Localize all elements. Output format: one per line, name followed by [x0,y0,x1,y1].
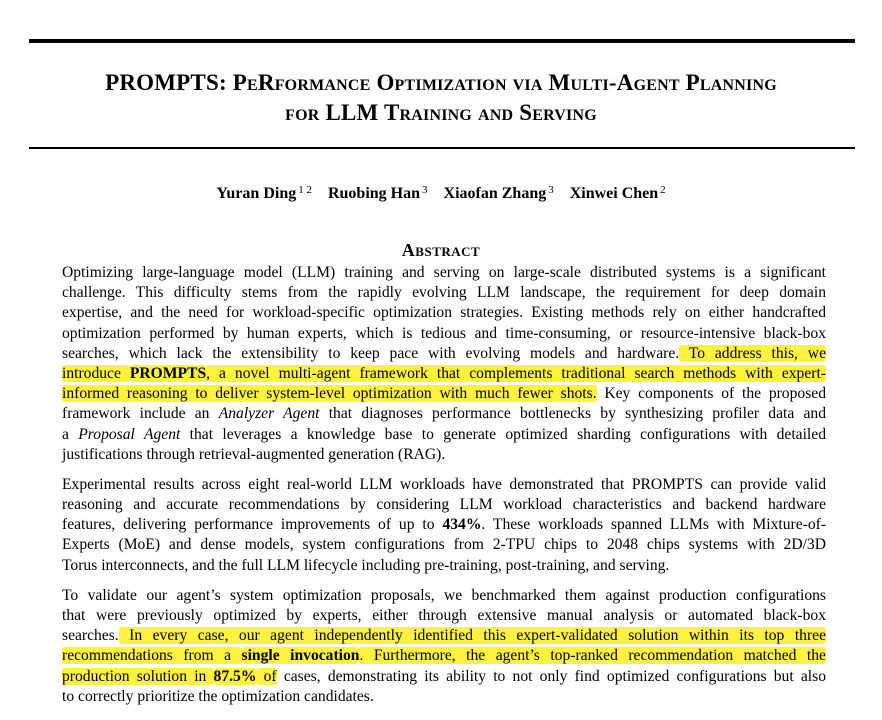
text-segment: optimization performed by human experts, which is tedious and time-consuming, or resource-intensive black-box [62,324,826,342]
text-segment: searches. [62,627,119,645]
title-bottom-rule [29,147,855,149]
text-line [62,404,826,424]
text-line [62,495,826,515]
author-affiliation: 2 [660,184,666,196]
italic-text: Analyzer Agent [218,405,320,423]
text-segment: that were previously optimized by experts, either through extensive manual analysis or automated black-box [62,607,826,624]
italic-text: Proposal Agent [78,425,181,443]
text-segment: Torus interconnects, and the full LLM lifecycle including pre-training, post-training, and serving. [62,556,670,574]
highlighted-text: recommendations from a [62,647,242,665]
highlighted-text: , a novel multi-agent framework that complements traditional search methods with expert- [206,364,826,382]
author [328,185,428,202]
author-affiliation: 3 [422,184,428,196]
text-line [62,667,826,687]
highlighted-text: introduce [62,364,130,382]
text-segment: To validate our agent’s system optimization proposals, we benchmarked them against production configurations [62,586,826,604]
text-segment: expertise, and the need for workload-specific optimization strategies. Existing methods rely on either handcrafted [62,304,826,322]
text-line [62,646,826,666]
author-affiliation: 3 [548,184,554,196]
text-line [62,475,826,495]
author-list [0,184,882,203]
highlighted-text: . Furthermore, the agent’s top-ranked recommendation matched the [359,647,826,665]
author-affiliation: 1 2 [298,184,312,196]
highlighted-text: To address this, we [679,344,826,362]
bold-text: 434% [442,516,482,534]
text-segment: features, delivering performance improvements of up to [62,516,443,534]
text-segment: Experimental results across eight real-world LLM workloads have demonstrated that PROMPTS can provide valid [62,475,826,493]
text-line [62,303,826,323]
highlighted-text: single invocation [241,647,360,665]
text-line [62,445,826,465]
abstract-body [62,263,826,717]
title-line-2: for LLM Training and Serving [285,100,597,125]
highlighted-text: informed reasoning to deliver system-level optimization with much fewer shots. [62,385,597,403]
text-line [62,586,826,606]
highlighted-text: production solution in [62,667,214,685]
text-segment: searches, which lack the extensibility to keep pace with evolving models and hardware. [62,344,680,362]
text-segment: Experts (MoE) and dense models, system configurations from 2-TPU chips to 2048 chips systems with 2D/3D [62,536,826,554]
highlighted-text: of [256,667,277,685]
text-line [62,263,826,283]
text-segment: challenge. This difficulty stems from the rapidly evolving LLM landscape, the requirement for deep domain [62,284,826,302]
highlighted-text: In every case, our agent independently identified this expert-validated solution within its top three [118,627,826,645]
text-line [62,556,826,576]
paper-title [0,68,882,128]
author [570,185,666,202]
author [216,185,312,202]
abstract-paragraph [62,475,826,576]
author-name: Xinwei Chen [569,185,659,202]
title-top-rule [29,39,855,43]
text-segment: Key components of the proposed [596,385,826,403]
text-line [62,324,826,344]
text-segment: to correctly prioritize the optimization candidates. [62,687,374,705]
text-line [62,535,826,555]
text-segment: that diagnoses performance bottlenecks by synthesizing profiler data and [319,405,827,423]
text-segment: framework include an [62,405,219,423]
highlighted-text: 87.5% [213,667,257,685]
text-line [62,626,826,646]
text-line [62,606,826,626]
title-line-1: PROMPTS: PeRformance Optimization via Multi-Agent Planning [105,70,777,95]
text-line [62,283,826,303]
abstract-paragraph [62,586,826,707]
text-segment: . These workloads spanned LLMs with Mixture-of- [481,516,827,534]
abstract-heading: Abstract [401,240,481,260]
author-name: Yuran Ding [216,185,297,202]
text-line [62,687,826,707]
text-line [62,364,826,384]
author [444,185,554,202]
text-segment: cases, demonstrating its ability to not only find optimized configurations but also [276,667,827,685]
text-segment: reasoning and accurate recommendations by considering LLM workload characteristics and backend hardware [62,496,826,514]
author-name: Ruobing Han [327,185,421,202]
text-segment: a [62,425,79,443]
highlighted-text: PROMPTS [129,364,207,382]
text-segment: that leverages a knowledge base to generate optimized sharding configurations with detailed [180,425,826,443]
abstract-paragraph [62,263,826,465]
text-segment: Optimizing large-language model (LLM) training and serving on large-scale distributed systems is a significant [62,264,826,281]
text-line [62,425,826,445]
text-line [62,515,826,535]
text-line [62,384,826,404]
text-line [62,344,826,364]
text-segment: justifications through retrieval-augmented generation (RAG). [62,445,446,463]
author-name: Xiaofan Zhang [443,185,547,202]
